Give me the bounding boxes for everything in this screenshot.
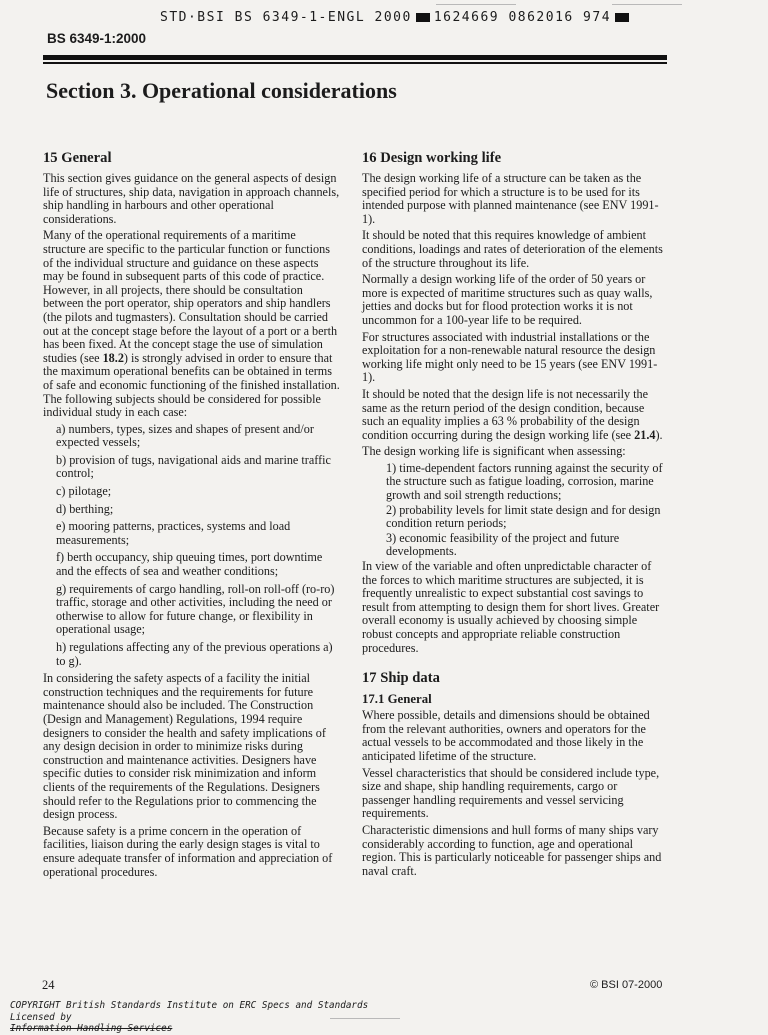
header-rule-thick	[43, 55, 667, 60]
header-rule-thin	[43, 62, 667, 64]
list-item: 2) probability levels for limit state design and for design condition return periods;	[386, 502, 661, 531]
heading-15-general: 15 General	[43, 150, 112, 166]
list-item: f) berth occupancy, ship queuing times, port downtime and the effects of sea and weather conditions;	[56, 550, 323, 579]
heading-16-design-working-life: 16 Design working life	[362, 150, 502, 166]
paragraph: Characteristic dimensions and hull forms of many ships vary considerably according to function, age and operational region. This is particularly noticeable for passenger ships and naval craft.	[362, 822, 662, 878]
page-number: 24	[42, 978, 55, 992]
paragraph: For structures associated with industrial installations or the exploitation for a non-renewable natural resource the design working life might only need to be 15 years (see ENV 1991-1).	[362, 329, 658, 385]
doc-code: STD·BSI BS 6349-1-ENGL 2000	[160, 10, 412, 25]
heading-17-ship-data: 17 Ship data	[362, 670, 440, 687]
assessment-list	[362, 462, 664, 559]
paragraph: Normally a design working life of the order of 50 years or more is expected of maritime structures such as quay walls, jetties and docks but for flood protection works it is not uncommon for a 100-year life to be required.	[362, 272, 653, 327]
licence-line: COPYRIGHT British Standards Institute on ERC Specs and Standards	[10, 1000, 369, 1011]
barcode-block-icon	[416, 13, 430, 22]
paragraph: Where possible, details and dimensions should be obtained from the relevant authorities, owners and operators for the actual vessels to be accommodated and those likely in the anticipated lifetime of the structure.	[362, 708, 650, 763]
list-item: b) provision of tugs, navigational aids and marine traffic control;	[56, 452, 331, 481]
paragraph: The design working life of a structure can be taken as the specified period for which a structure is to be used for its intended purpose with planned maintenance (see ENV 1991-1).	[362, 171, 659, 226]
list-item: e) mooring patterns, practices, systems and load measurements;	[56, 519, 291, 547]
list-item: g) requirements of cargo handling, roll-on roll-off (ro-ro) traffic, storage and other activities, including the need or otherwise to allow for future change, or flexibility in operational usage;	[56, 581, 335, 637]
paragraph: In view of the variable and often unpredictable character of the forces to which maritime structures are subjected, it is frequently unrealistic to expect substantial cost savings to result from attempting to design them for short lives. Greater overall economy is usually achieved by choosing simple robust concepts and appropriate reliable construction procedures.	[362, 559, 660, 655]
paragraph: The design working life is significant when assessing:	[362, 444, 626, 459]
paragraph: Because safety is a prime concern in the operation of facilities, liaison during the early design stages is vital to ensure adequate transfer of information and appreciation of operational procedures.	[43, 823, 333, 879]
subjects-list	[43, 423, 341, 669]
section-title: Section 3. Operational considerations	[46, 78, 397, 103]
paragraph: This section gives guidance on the general aspects of design life of structures, ship data, navigation in approach channels, ship handling in harbours and other operational considerations.	[43, 171, 340, 226]
list-item: d) berthing;	[56, 501, 114, 516]
clause-reference: 18.2	[102, 350, 124, 365]
copyright-notice: © BSI 07-2000	[590, 979, 663, 991]
document-control-stamp	[160, 10, 633, 25]
left-column	[43, 150, 341, 882]
licence-notice	[10, 1000, 368, 1035]
paragraph: Many of the operational requirements of a maritime structure are specific to the particular function or functions of the individual structure and guidance on these aspects may be found in subsequent parts of this code of practice. However, in all projects, there should be consultation between the port operator, ship operators and ship handlers (the pilots and tugmasters). Consultation should be carried out at the concept stage before the layout of a port or a berth has been fixed. At the concept stage the use of simulation studies (see 18.2) is strongly advised in order to ensure that the maximum operational benefits can be obtained in terms of safe and economic functioning of the finished installation. The following subjects should be considered for possible individual study in each case:	[43, 228, 340, 420]
list-item: c) pilotage;	[56, 484, 112, 499]
heading-17-1-general: 17.1 General	[362, 692, 432, 707]
barcode-block-icon	[615, 13, 629, 22]
paragraph: It should be noted that this requires knowledge of ambient conditions, loadings and rates of deterioration of the elements of the structure throughout its life.	[362, 228, 663, 270]
licence-line: Licensed by Information Handling Services	[10, 1011, 173, 1034]
list-item: 1) time-dependent factors running against the security of the structure such as fatigue loading, corrosion, marine growth and soil strength reductions;	[386, 460, 663, 503]
list-item: a) numbers, types, sizes and shapes of present and/or expected vessels;	[56, 421, 314, 450]
paragraph: In considering the safety aspects of a facility the initial construction techniques and the requirements for future maintenance should also be included. The Construction (Design and Management) Regulations, 1994 require designers to consider the health and safety implications of any design decision in order to minimize risks during construction and maintenance activities. Designers have specific duties to consider risk minimization and inform clients of the requirements of the Regulations. Designers should refer to the Regulations prior to commencing the design process.	[43, 671, 326, 822]
list-item: h) regulations affecting any of the previous operations a) to g).	[56, 640, 333, 668]
paragraph: Vessel characteristics that should be considered include type, size and shape, ship handling requirements, cargo or passenger handling requirements and vessel servicing requirements.	[362, 765, 660, 821]
clause-reference: 21.4	[634, 427, 656, 442]
list-item: 3) economic feasibility of the project and future developments.	[386, 530, 620, 559]
right-column	[362, 150, 664, 881]
standard-number: BS 6349-1:2000	[47, 31, 147, 46]
paragraph: It should be noted that the design life is not necessarily the same as the return period of the design condition, because such an equality implies a 63 % probability of the design condition occurring during the design working life (see 21.4).	[362, 386, 663, 442]
barcode-numbers: 1624669 0862016 974	[433, 10, 612, 25]
